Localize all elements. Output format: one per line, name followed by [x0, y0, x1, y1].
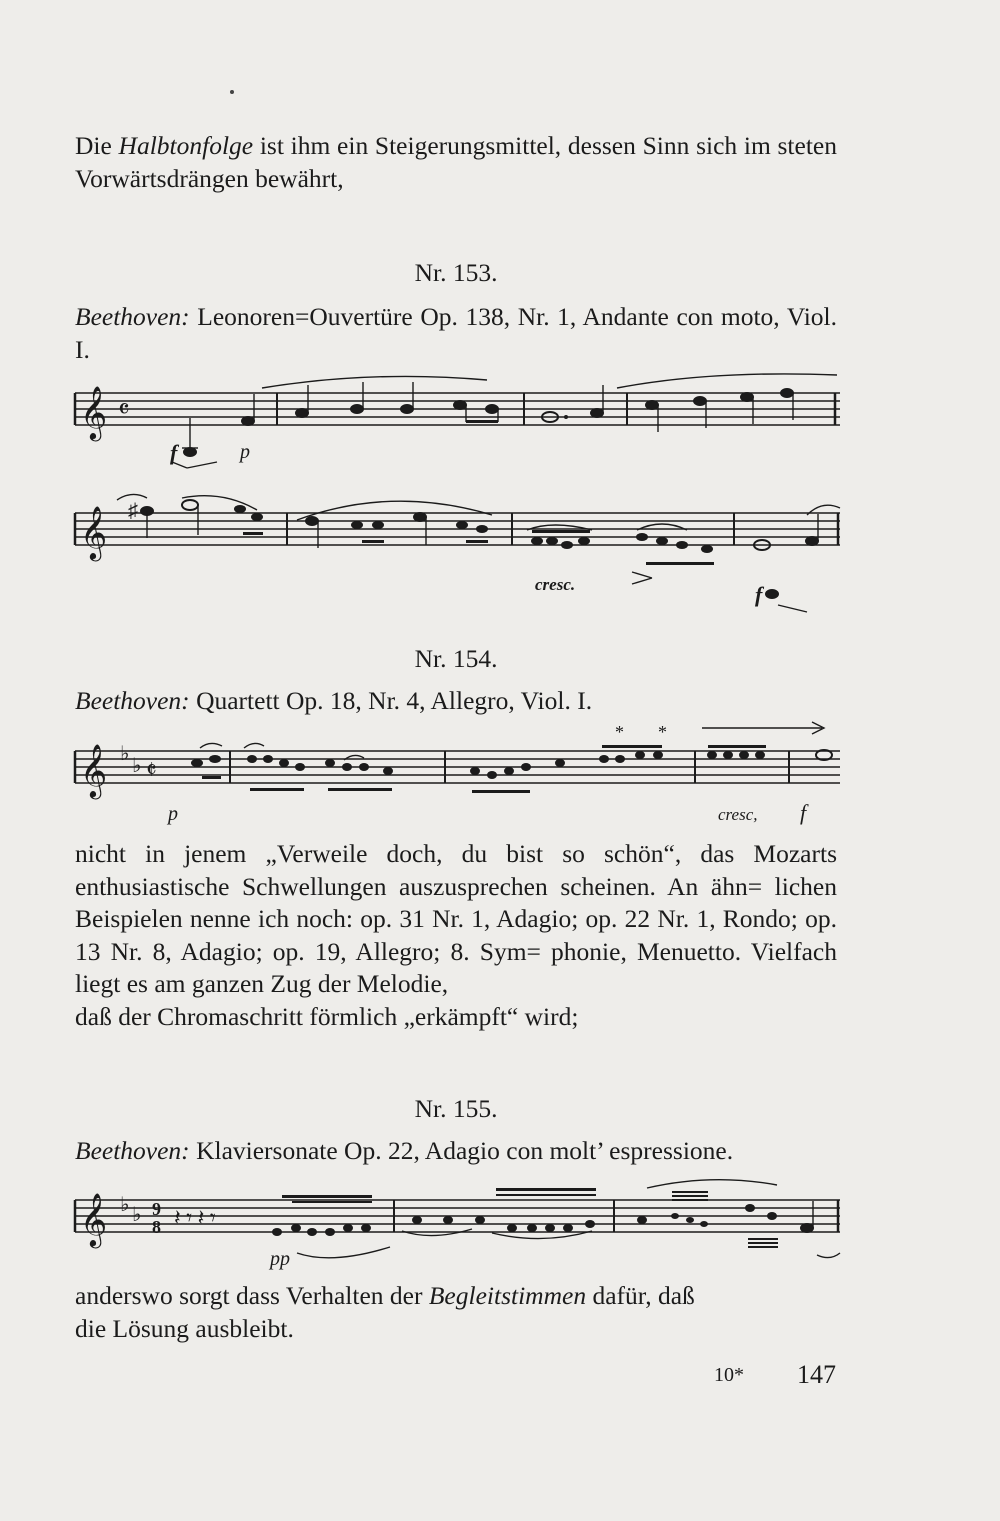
svg-text:𝄞: 𝄞 — [80, 1192, 108, 1246]
example-caption-155: Beethoven: Klaviersonate Op. 22, Adagio con molt’ espressione. — [75, 1136, 734, 1165]
svg-text:♯: ♯ — [128, 500, 138, 522]
svg-text:𝄞: 𝄞 — [80, 385, 108, 439]
signature-mark: 10* — [714, 1364, 744, 1386]
dynamic-pp: pp — [270, 1248, 290, 1270]
svg-text:♭: ♭ — [120, 743, 130, 765]
paragraph-body: nicht in jenem „Verweile doch, du bist so schön“, das Mozarts enthusiastische Schwellungen auszusprechen scheinen. An ähn= lichen Beispielen nenne ich noch: op. 31 Nr. 1, Adagio; op. 22 Nr. 1, Rondo; op. 13 Nr. 8, Adagio; op. 19, Allegro; 8. Sym= phonie, Menuetto. Vielfach liegt es am ganzen Zug der Melodie, daß der Chromaschritt förmlich „erkämpft“ wird; — [75, 839, 837, 1031]
svg-text:𝄞: 𝄞 — [80, 743, 108, 797]
dynamic-p: p — [240, 441, 250, 463]
example-caption-154: Beethoven: Quartett Op. 18, Nr. 4, Allegro, Viol. I. — [75, 686, 593, 715]
music-staff-155 — [72, 1173, 842, 1273]
cresc-marking: cresc. — [535, 575, 576, 594]
example-number-154: Nr. 154. — [414, 644, 498, 673]
svg-text:𝄴: 𝄴 — [118, 395, 130, 425]
time-signature-bottom: 8 — [152, 1217, 161, 1237]
dynamic-p: p — [168, 803, 178, 825]
example-number-153: Nr. 153. — [414, 258, 498, 287]
music-staff-153-a — [72, 370, 842, 480]
svg-text:♭: ♭ — [132, 755, 142, 777]
svg-text:♭: ♭ — [120, 1194, 130, 1216]
dynamic-f: f — [800, 800, 807, 825]
composer-name: Beethoven: — [75, 686, 190, 715]
paragraph-closing: anderswo sorgt dass Verhalten der Begleitstimmen dafür, daß die Lösung ausbleibt. — [75, 1281, 695, 1343]
composer-name: Beethoven: — [75, 302, 190, 331]
asterisk-mark: * — [658, 722, 667, 742]
page-number: 147 — [797, 1360, 836, 1389]
asterisk-mark: * — [615, 722, 624, 742]
music-staff-154 — [72, 718, 842, 830]
emphasis-term: Halbtonfolge — [118, 131, 254, 160]
svg-text:𝄽 𝄾 𝄽 𝄾: 𝄽 𝄾 𝄽 𝄾 — [174, 1205, 216, 1230]
example-number-155: Nr. 155. — [414, 1094, 498, 1123]
svg-text:𝄞: 𝄞 — [80, 505, 108, 559]
svg-text:♭: ♭ — [132, 1204, 142, 1226]
example-caption-153: Beethoven: Leonoren=Ouvertüre Op. 138, Nr. 1, Andante con moto, Viol. I. — [75, 302, 837, 364]
composer-name: Beethoven: — [75, 1136, 190, 1165]
emphasis-term: Begleitstimmen — [428, 1281, 587, 1310]
cresc-marking: cresc, — [718, 805, 758, 824]
dynamic-f: f — [170, 440, 178, 465]
dynamic-f: f — [755, 582, 763, 607]
time-signature-top: 9 — [152, 1199, 161, 1219]
print-speck — [230, 90, 234, 94]
svg-text:𝄵: 𝄵 — [146, 756, 157, 784]
music-staff-153-b — [72, 490, 842, 620]
paragraph-intro: Die Halbtonfolge ist ihm ein Steigerungsmittel, dessen Sinn sich im steten Vorwärtsdrängen bewährt, — [75, 131, 837, 193]
